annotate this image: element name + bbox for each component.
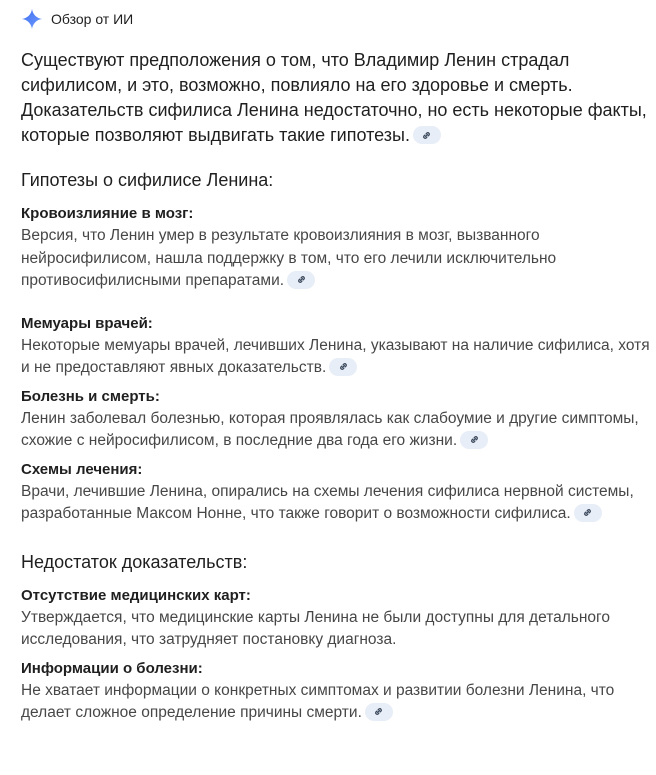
ai-overview-header — [21, 1, 651, 37]
item-title: Информации о болезни: — [21, 659, 203, 677]
source-link-chip[interactable] — [574, 504, 602, 522]
section-heading: Недостаток доказательств: — [21, 551, 248, 572]
item-title: Кровоизлияние в мозг: — [21, 205, 194, 222]
item-body — [21, 335, 651, 380]
item-title: Болезнь и смерть: — [21, 387, 160, 405]
item-title: Мемуары врачей: — [21, 314, 153, 332]
list-item — [21, 203, 651, 293]
item-text: Некоторые мемуары врачей, лечивших Ленина, указывают на наличие сифилиса, хотя и не предоставляют явных доказательств. — [21, 336, 650, 376]
item-text: Ленин заболевал болезнью, которая проявлялась как слабоумие и другие симптомы, схожие с нейросифилисом, в последние два года его жизни. — [21, 409, 639, 449]
intro-paragraph — [21, 48, 651, 148]
item-title: Схемы лечения: — [21, 460, 143, 478]
link-icon — [582, 507, 593, 518]
item-text: Утверждается, что медицинские карты Ленина не были доступны для детального исследования, что затрудняет постановку диагноза. — [21, 608, 610, 648]
item-title: Отсутствие медицинских карт: — [21, 586, 251, 604]
item-body — [21, 481, 651, 526]
item-body — [21, 225, 651, 293]
link-icon — [373, 706, 384, 717]
link-icon — [469, 434, 480, 445]
item-body — [21, 680, 651, 725]
ai-overview-title: Обзор от ИИ — [51, 11, 134, 27]
list-item — [21, 313, 651, 380]
intro-text: Существуют предположения о том, что Владимир Ленин страдал сифилисом, и это, возможно, повлияло на его здоровье и смерть. Доказательств сифилиса Ленина недостаточно, но есть некоторые факты, которые позволяют выдвигать такие гипотезы. — [21, 50, 647, 145]
source-link-chip[interactable] — [413, 126, 441, 144]
list-item — [21, 386, 651, 453]
source-link-chip[interactable] — [329, 358, 357, 376]
item-text: Версия, что Ленин умер в результате кровоизлияния в мозг, вызванного нейросифилисом, нашла поддержку в том, что его лечили исключительно противосифилисными препаратами. — [21, 227, 557, 289]
source-link-chip[interactable] — [365, 703, 393, 721]
item-text: Не хватает информации о конкретных симптомах и развитии болезни Ленина, что делает сложное определение причины смерти. — [21, 681, 615, 721]
gemini-spark-icon — [21, 8, 43, 30]
link-icon — [421, 130, 432, 141]
list-item — [21, 585, 651, 652]
item-body — [21, 408, 651, 453]
list-item — [21, 658, 651, 725]
item-body — [21, 607, 651, 652]
section-heading: Гипотезы о сифилисе Ленина: — [21, 170, 274, 190]
list-item — [21, 459, 651, 526]
item-text: Врачи, лечившие Ленина, опирались на схемы лечения сифилиса нервной системы, разработанные Максом Нонне, что также говорит о возможности сифилиса. — [21, 482, 634, 522]
link-icon — [338, 361, 349, 372]
link-icon — [296, 274, 307, 285]
source-link-chip[interactable] — [287, 271, 315, 289]
ai-overview — [21, 0, 651, 725]
source-link-chip[interactable] — [460, 431, 488, 449]
